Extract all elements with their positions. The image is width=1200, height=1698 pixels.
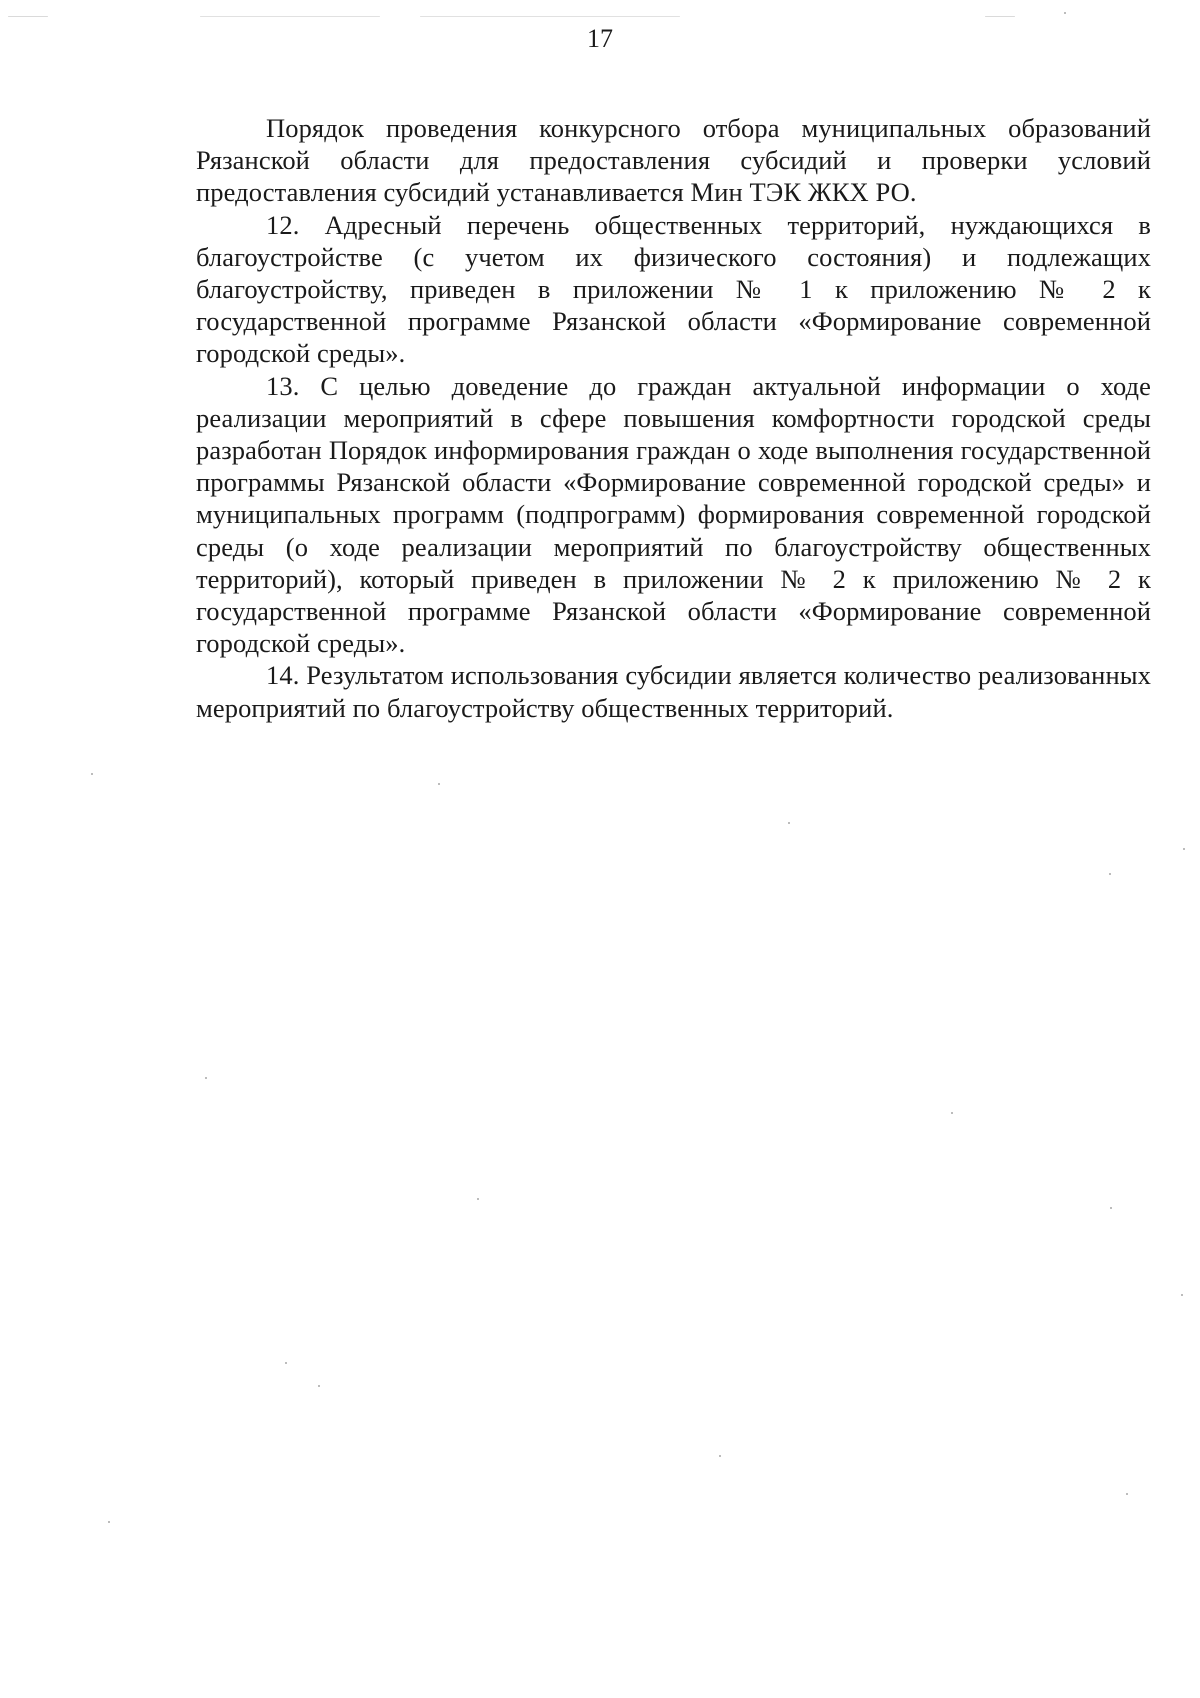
paragraph-selection-procedure: Порядок проведения конкурсного отбора муниципальных образований Рязанской области для предоставления субсидий и проверки условий предоставления субсидий устанавливается Мин ТЭК ЖКХ РО. bbox=[196, 113, 1151, 208]
paragraph-13-informing-procedure: 13. С целью доведение до граждан актуальной информации о ходе реализации мероприятий в сфере повышения комфортности городской среды разработан Порядок информирования граждан о ходе выполнения государственной программы Рязанской области «Формирование современной городской среды» и муниципальных программ (подпрограмм) формирования современной городской среды (о ходе реализации мероприятий по благоустройству общественных территорий), который приведен в приложении № 2 к приложению № 2 к государственной программе Рязанской области «Формирование современной городской среды». bbox=[196, 370, 1151, 659]
page-number: 17 bbox=[587, 24, 613, 53]
paragraph-12-address-list: 12. Адресный перечень общественных территорий, нуждающихся в благоустройстве (с учетом их физического состояния) и подлежащих благоустройству, приведен в приложении № 1 к приложению № 2 к государственной программе Рязанской области «Формирование современной городской среды». bbox=[196, 209, 1151, 369]
document-body bbox=[196, 112, 1151, 724]
paragraph-14-subsidy-result: 14. Результатом использования субсидии является количество реализованных мероприятий по благоустройству общественных территорий. bbox=[196, 660, 1151, 723]
